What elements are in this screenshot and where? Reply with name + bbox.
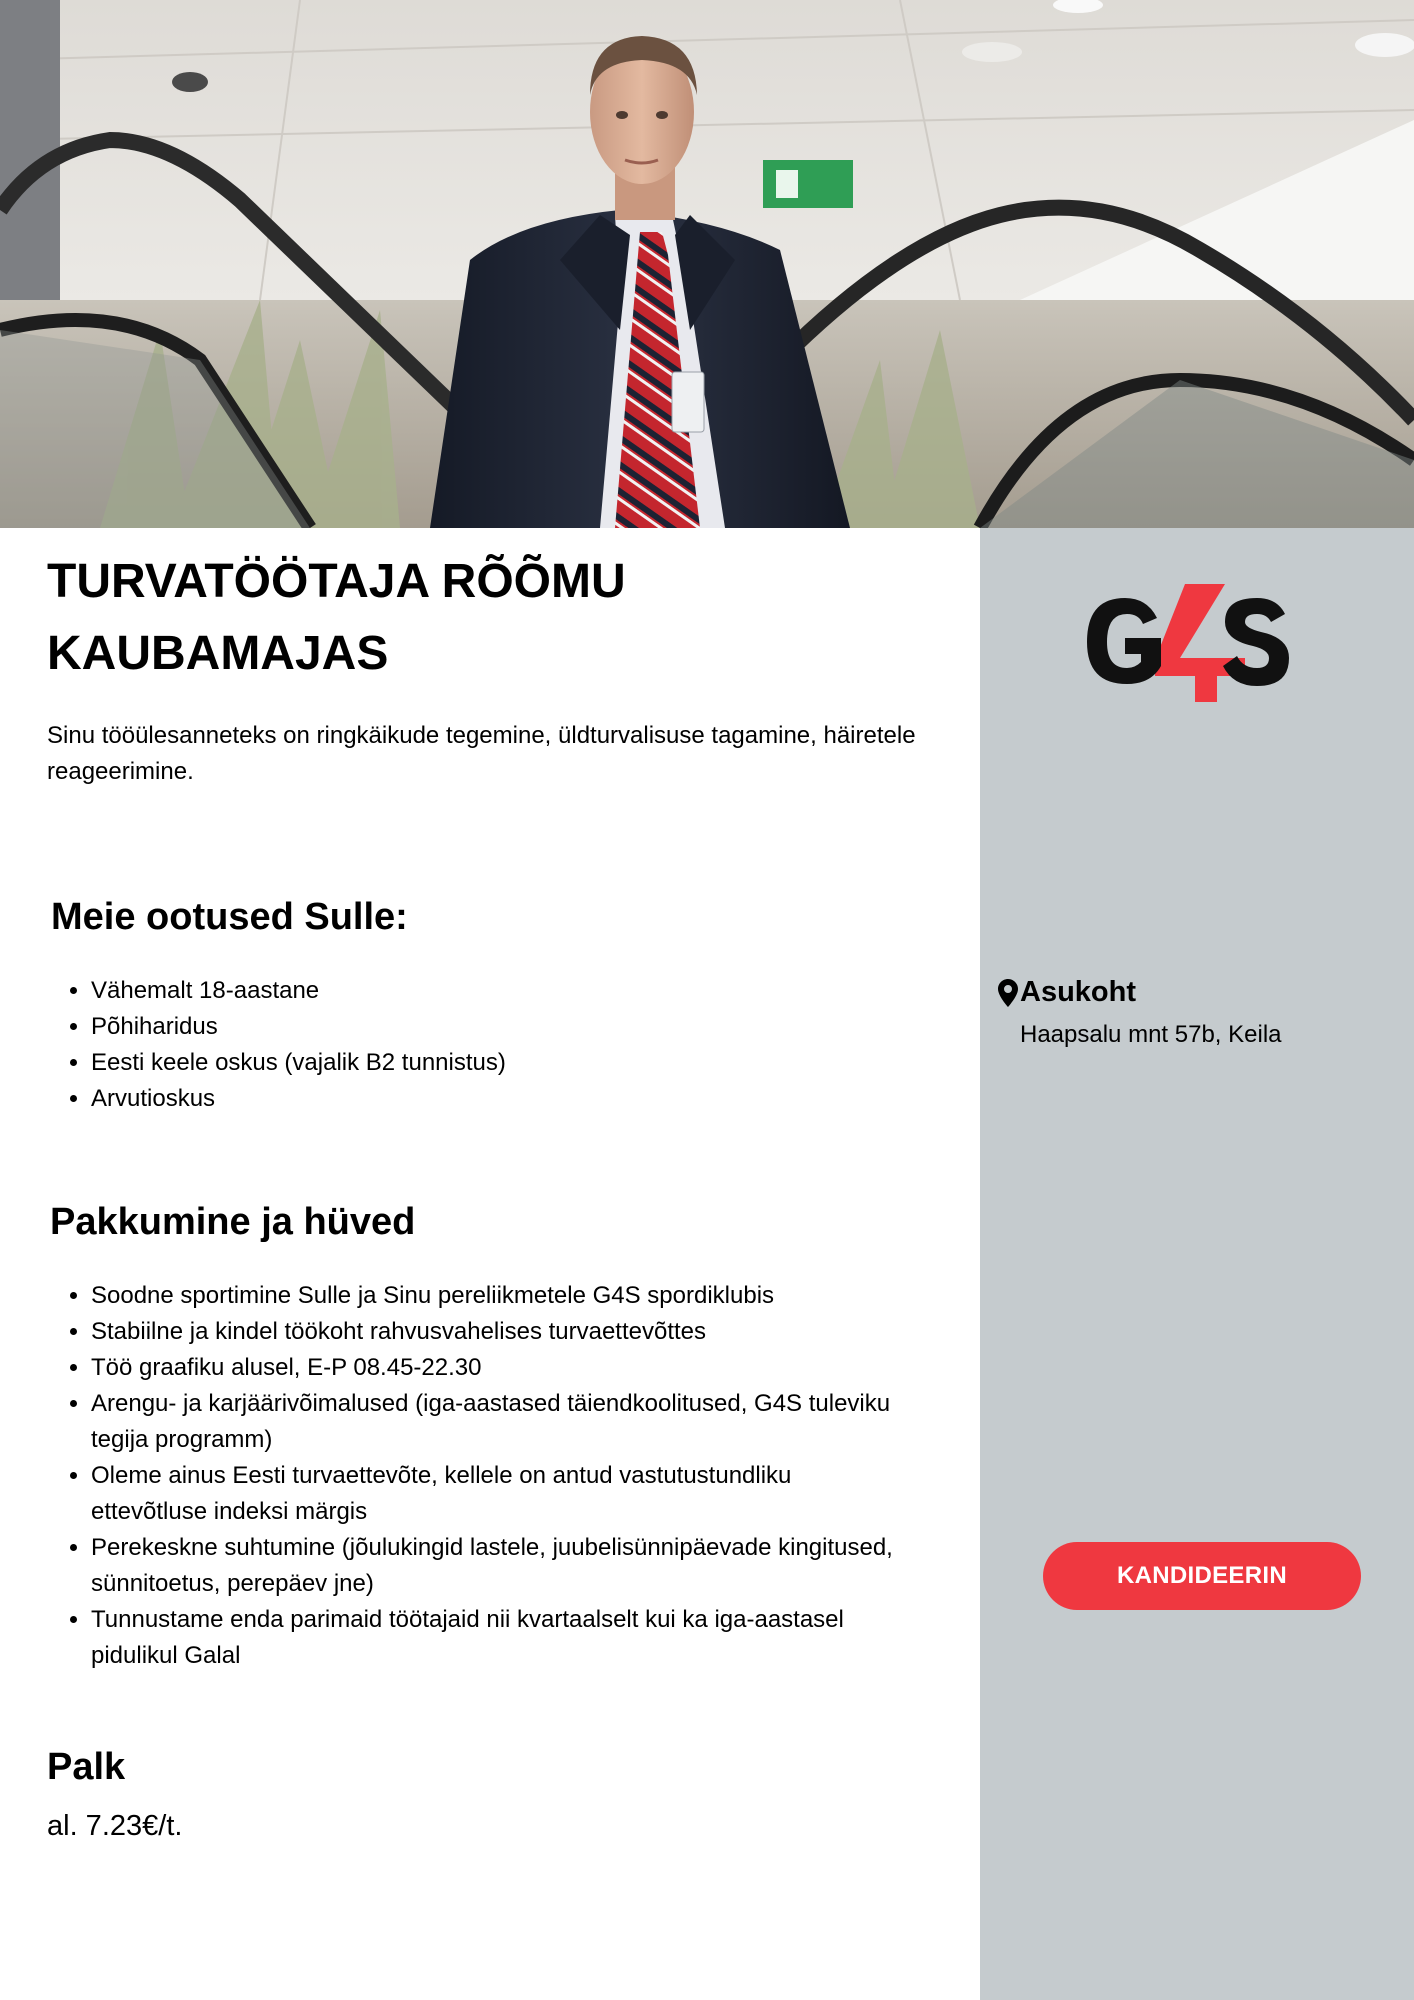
benefits-heading: Pakkumine ja hüved <box>50 1201 416 1243</box>
location-address: Haapsalu mnt 57b, Keila <box>1020 1021 1282 1048</box>
expectations-list <box>47 973 941 1117</box>
g4s-logo <box>1085 580 1295 705</box>
expectations-heading: Meie ootused Sulle: <box>51 896 408 938</box>
list-item: • Perekeskne suhtumine (jõulukingid lastele, juubelisünnipäevade kingitused, sünnitoetus, perepäev jne) <box>91 1530 911 1602</box>
location-block <box>998 976 1282 1049</box>
sidebar <box>980 528 1414 2000</box>
benefits-list <box>47 1278 911 1674</box>
location-label: Asukoht <box>1020 976 1136 1008</box>
list-item: • Soodne sportimine Sulle ja Sinu pereliikmetele G4S spordiklubis <box>91 1278 911 1314</box>
list-item: • Stabiilne ja kindel töökoht rahvusvahelises turvaettevõttes <box>91 1314 911 1350</box>
list-item: • Arvutioskus <box>91 1081 941 1117</box>
security-guard-photo <box>0 0 1414 528</box>
job-title-line1: TURVATÖÖTAJA RÕÕMU <box>47 555 626 608</box>
list-item: • Oleme ainus Eesti turvaettevõte, kellele on antud vastutustundliku ettevõtluse indeksi märgis <box>91 1458 911 1530</box>
hero-photo <box>0 0 1414 528</box>
job-title <box>47 546 947 690</box>
salary-heading: Palk <box>47 1746 126 1788</box>
list-item: • Põhiharidus <box>91 1009 941 1045</box>
list-item: • Töö graafiku alusel, E-P 08.45-22.30 <box>91 1350 911 1386</box>
list-item: • Arengu- ja karjäärivõimalused (iga-aastased täiendkoolitused, G4S tuleviku tegija programm) <box>91 1386 911 1458</box>
apply-button[interactable]: KANDIDEERIN <box>1043 1542 1361 1610</box>
map-pin-icon <box>998 979 1018 1007</box>
list-item: • Vähemalt 18-aastane <box>91 973 941 1009</box>
job-title-line2: KAUBAMAJAS <box>47 627 389 680</box>
job-intro: Sinu tööülesanneteks on ringkäikude tegemine, üldturvalisuse tagamine, häiretele reageerimine. <box>47 722 916 785</box>
list-item: • Eesti keele oskus (vajalik B2 tunnistus) <box>91 1045 941 1081</box>
logo-text: G4S <box>1085 580 1088 581</box>
salary-value: al. 7.23€/t. <box>47 1810 183 1842</box>
list-item: • Tunnustame enda parimaid töötajaid nii kvartaalselt kui ka iga-aastasel pidulikul Galal <box>91 1602 911 1674</box>
